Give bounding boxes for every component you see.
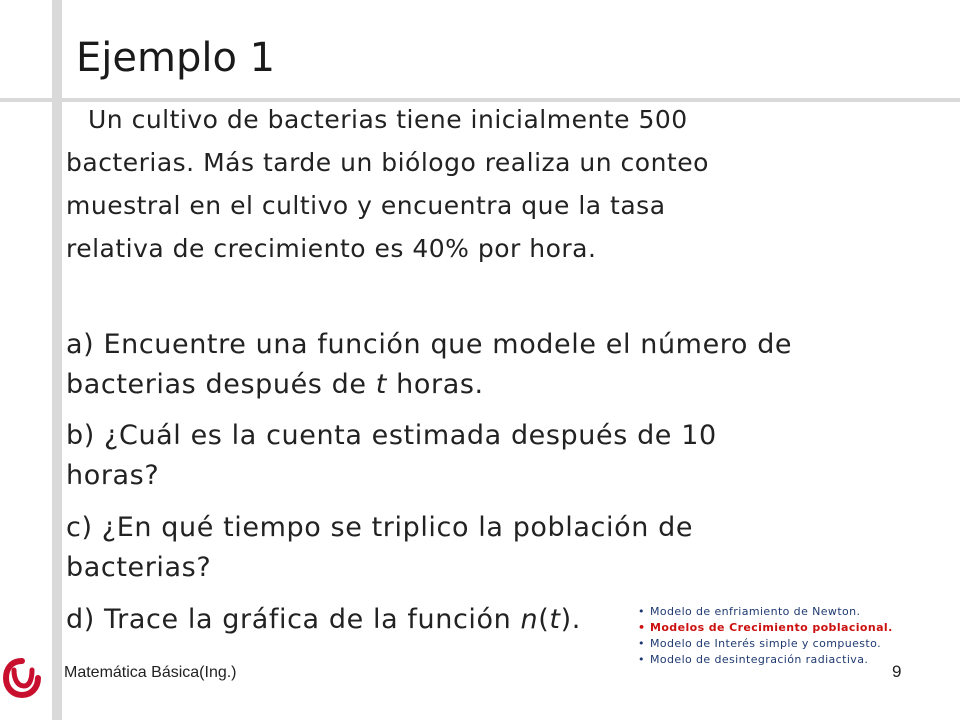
university-logo-icon [2, 656, 42, 700]
page-number: 9 [892, 662, 902, 681]
slide-title: Ejemplo 1 [76, 35, 276, 81]
bullet-icon: • [638, 621, 646, 634]
topic-item[interactable] [638, 604, 893, 620]
question-b: b) ¿Cuál es la cuenta estimada después de 10 horas? [66, 420, 717, 491]
question-c: c) ¿En qué tiempo se triplico la población de bacterias? [66, 512, 694, 583]
topic-label: Modelo de desintegración radiactiva. [650, 653, 869, 666]
problem-line: bacterias. Más tarde un biólogo realiza un conteo [66, 148, 709, 177]
function-name: n [520, 604, 539, 635]
bullet-icon: • [638, 605, 645, 618]
topic-item[interactable] [638, 636, 893, 652]
topic-item[interactable] [638, 652, 893, 668]
question-a: a) Encuentre una función que modele el número de bacterias después de t horas. [66, 329, 793, 400]
vertical-decor-bar [52, 0, 62, 720]
problem-line: Un cultivo de bacterias tiene inicialmente 500 [88, 105, 688, 134]
variable-t: t [375, 369, 387, 400]
bullet-icon: • [638, 653, 645, 666]
problem-statement [66, 98, 836, 270]
topic-item[interactable] [638, 620, 893, 636]
problem-line: muestral en el cultivo y encuentra que la tasa [66, 191, 666, 220]
topic-label: Modelo de enfriamiento de Newton. [650, 605, 861, 618]
topic-label: Modelos de Crecimiento poblacional. [650, 621, 893, 634]
topics-nav-list [638, 604, 893, 668]
question-d: d) Trace la gráfica de la función n(t). [66, 604, 581, 635]
variable-t: t [549, 604, 561, 635]
problem-line: relativa de crecimiento es 40% por hora. [66, 234, 597, 263]
course-footer: Matemática Básica(Ing.) [64, 664, 237, 681]
topic-label: Modelo de Interés simple y compuesto. [650, 637, 881, 650]
bullet-icon: • [638, 637, 645, 650]
